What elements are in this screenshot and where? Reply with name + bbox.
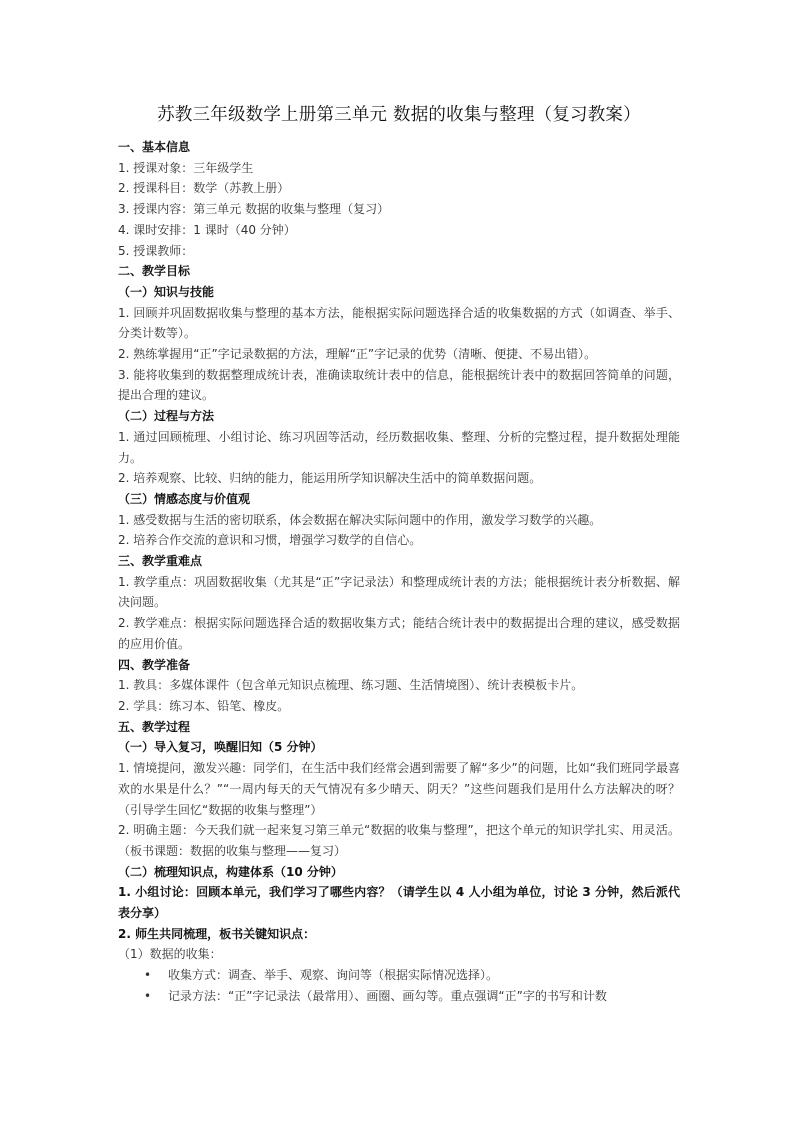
subsection-heading: （二）梳理知识点，构建体系（10 分钟） xyxy=(118,864,343,879)
section-heading: 一、基本信息 xyxy=(118,140,191,154)
subsection-heading: （二）过程与方法 xyxy=(118,409,215,424)
subsection-heading: （一）导入复习，唤醒旧知（5 分钟） xyxy=(118,740,323,755)
list-item: 1. 教具：多媒体课件（包含单元知识点梳理、练习题、生活情境图）、统计表模板卡片。 xyxy=(118,678,584,693)
list-item: 1. 教学重点：巩固数据收集（尤其是“正”字记录法）和整理成统计表的方法；能根据统计表分析数据、解决问题。 xyxy=(118,574,680,610)
list-item: 1. 感受数据与生活的密切联系，体会数据在解决实际问题中的作用，激发学习数学的兴趣。 xyxy=(118,512,602,527)
section-key-difficult-points xyxy=(118,551,680,655)
list-item: 1. 情境提问，激发兴趣：同学们，在生活中我们经常会遇到需要了解“多少”的问题，比如“我们班同学最喜欢的水果是什么？”“一周内每天的天气情况有多少晴天、阴天？”这些问题我们是用什么方法解决的呀？（引导学生回忆“数据的收集与整理”） xyxy=(118,761,680,817)
list-item: 1. 通过回顾梳理、小组讨论、练习巩固等活动，经历数据收集、整理、分析的完整过程，提升数据处理能力。 xyxy=(118,429,680,465)
document-page xyxy=(118,100,680,1007)
list-item: 2. 师生共同梳理，板书关键知识点： xyxy=(118,926,316,941)
list-item: 3. 能将收集到的数据整理成统计表，准确读取统计表中的信息，能根据统计表中的数据回答简单的问题，提出合理的建议。 xyxy=(118,367,680,403)
list-item: 1. 授课对象：三年级学生 xyxy=(118,160,254,175)
bullet-icon: • xyxy=(144,988,152,1003)
subsection-heading: （三）情感态度与价值观 xyxy=(118,491,251,506)
list-item: 2. 明确主题：今天我们就一起来复习第三单元“数据的收集与整理”，把这个单元的知识学扎实、用灵活。（板书课题：数据的收集与整理——复习） xyxy=(118,823,680,858)
section-heading: 三、教学重难点 xyxy=(118,554,203,569)
list-item: 2. 授课科目：数学（苏教上册） xyxy=(118,181,290,196)
subsection-heading: （一）知识与技能 xyxy=(118,284,215,299)
list-item: 1. 小组讨论：回顾本单元，我们学习了哪些内容？（请学生以 4 人小组为单位，讨论 3 分钟，然后派代表分享） xyxy=(118,885,680,921)
list-item: 4. 课时安排：1 课时（40 分钟） xyxy=(118,222,296,237)
list-item: 3. 授课内容：第三单元 数据的收集与整理（复习） xyxy=(118,202,390,217)
section-teaching-process xyxy=(118,717,680,1007)
bullet-item xyxy=(118,965,680,986)
list-item: 2. 培养合作交流的意识和习惯，增强学习数学的自信心。 xyxy=(118,533,422,548)
section-basic-info xyxy=(118,137,680,261)
bullet-item xyxy=(118,986,680,1007)
section-heading: 二、教学目标 xyxy=(118,264,191,279)
section-teaching-goals xyxy=(118,261,680,551)
bullet-text: 收集方式：调查、举手、观察、询问等（根据实际情况选择）。 xyxy=(168,968,499,983)
list-item: 2. 教学难点：根据实际问题选择合适的数据收集方式；能结合统计表中的数据提出合理的建议，感受数据的应用价值。 xyxy=(118,616,680,651)
list-item: 5. 授课教师： xyxy=(118,243,194,258)
section-preparation xyxy=(118,655,680,717)
list-item: 2. 培养观察、比较、归纳的能力，能运用所学知识解决生活中的简单数据问题。 xyxy=(118,471,542,486)
section-heading: 五、教学过程 xyxy=(118,719,191,734)
point-label: （1）数据的收集： xyxy=(118,947,222,962)
list-item: 1. 回顾并巩固数据收集与整理的基本方法，能根据实际问题选择合适的收集数据的方式（如调查、举手、分类计数等）。 xyxy=(118,305,680,341)
bullet-icon: • xyxy=(144,968,152,983)
list-item: 2. 熟练掌握用“正”字记录数据的方法，理解“正”字记录的优势（清晰、便捷、不易出错）。 xyxy=(118,347,597,362)
document-title: 苏教三年级数学上册第三单元 数据的收集与整理（复习教案） xyxy=(157,105,641,125)
list-item: 2. 学具：练习本、铅笔、橡皮。 xyxy=(118,698,290,713)
section-heading: 四、教学准备 xyxy=(118,657,191,672)
bullet-text: 记录方法：“正”字记录法（最常用）、画圈、画勾等。重点强调“正”字的书写和计数 xyxy=(168,988,607,1003)
